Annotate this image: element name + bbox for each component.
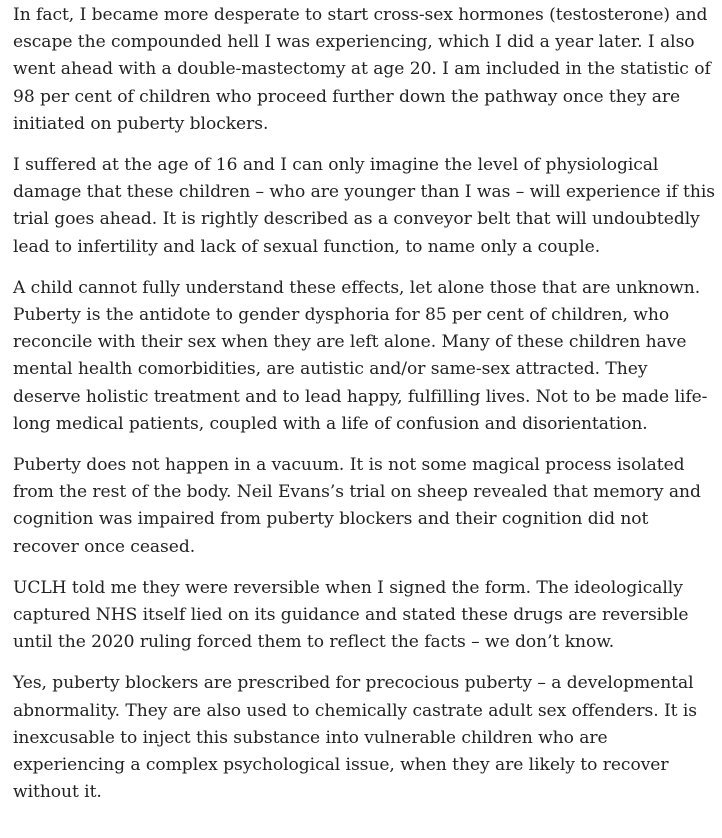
paragraph-4: Puberty does not happen in a vacuum. It is not some magical process isolated from the rest of the body. Neil Evans’s trial on sheep revealed that memory and cognition was impaired from puberty blockers and their cognition did not recover once ceased. — [13, 455, 701, 557]
paragraph-5: UCLH told me they were reversible when I signed the form. The ideologically captured NHS itself lied on its guidance and stated these drugs are reversible until the 2020 ruling forced them to reflect the facts – we don’t know. — [13, 577, 689, 653]
paragraph-1: In fact, I became more desperate to start cross-sex hormones (testosterone) and escape the compounded hell I was experiencing, which I did a year later. I also went ahead with a double-mastectomy at age 20. I am included in the statistic of 98 per cent of children who proceed further down the pathway once they are initiated on puberty blockers. — [13, 5, 711, 134]
article-body — [0, 2, 722, 806]
paragraph-6: Yes, puberty blockers are prescribed for precocious puberty – a developmental abnormality. They are also used to chemically castrate adult sex offenders. It is inexcusable to inject this substance into vulnerable children who are experiencing a complex psychological issue, when they are likely to recover without it. — [13, 673, 698, 803]
paragraph-2: I suffered at the age of 16 and I can only imagine the level of physiological damage that these children – who are younger than I was – will experience if this trial goes ahead. It is rightly described as a conveyor belt that will undoubtedly lead to infertility and lack of sexual function, to name only a couple. — [13, 155, 715, 257]
paragraph-3: A child cannot fully understand these effects, let alone those that are unknown. Puberty is the antidote to gender dysphoria for 85 per cent of children, who reconcile with their sex when they are left alone. Many of these children have mental health comorbidities, are autistic and/or same-sex attracted. They deserve holistic treatment and to lead happy, fulfilling lives. Not to be made life-long medical patients, coupled with a life of confusion and disorientation. — [13, 277, 708, 434]
